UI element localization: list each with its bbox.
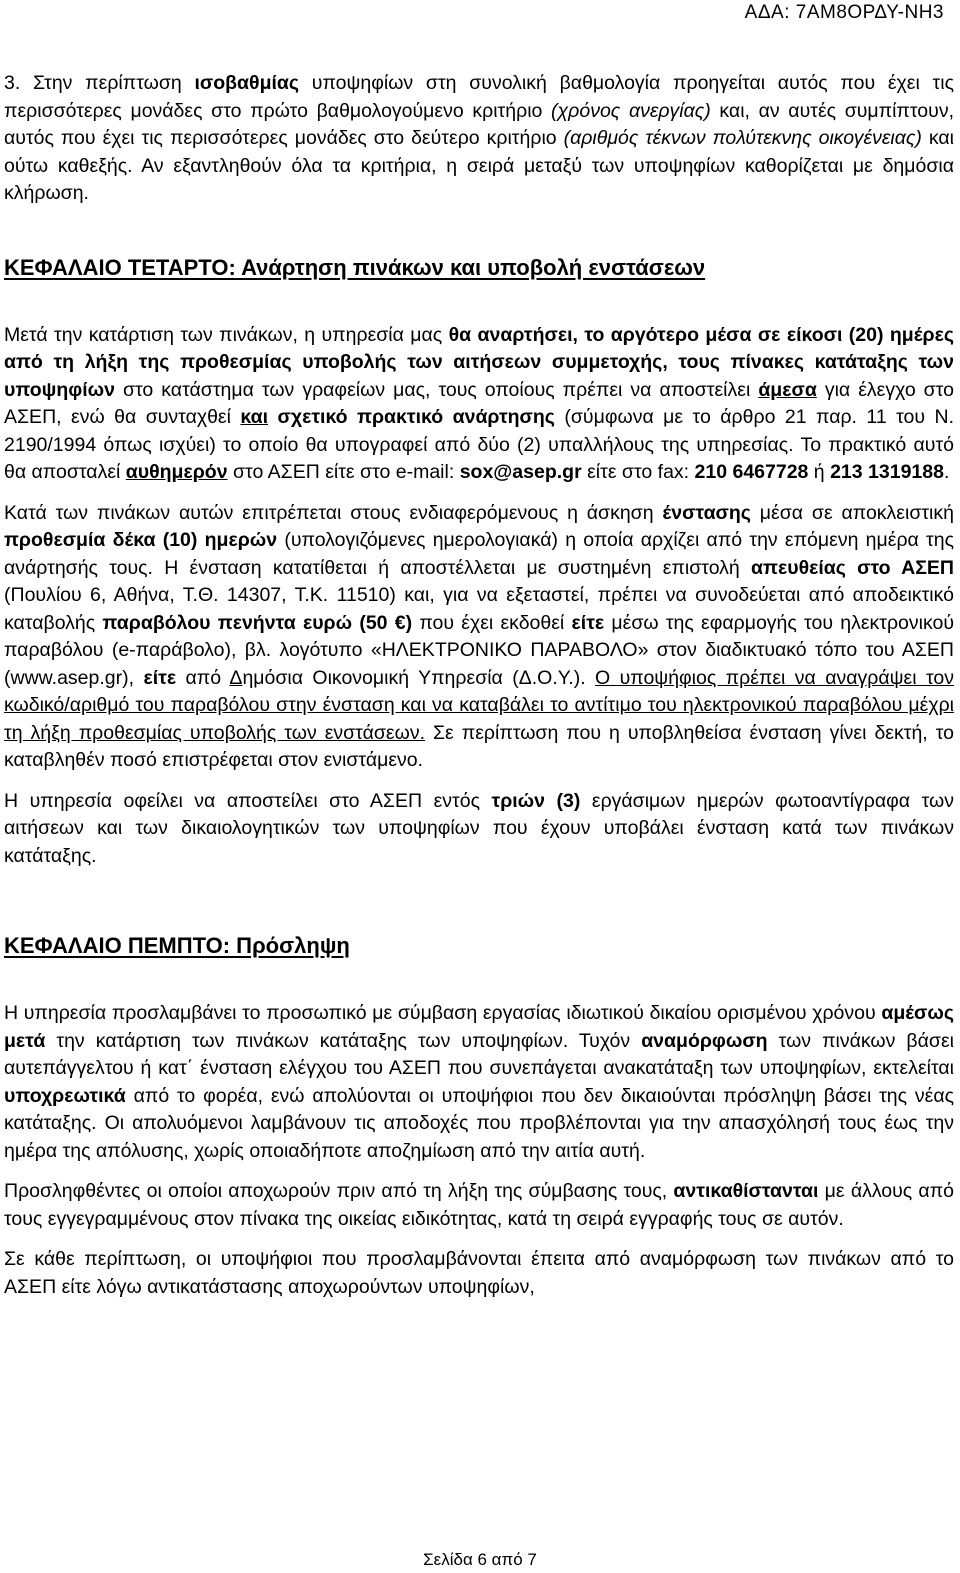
paragraph-in-any-case: Σε κάθε περίπτωση, οι υποψήφιοι που προσλαμβάνονται έπειτα από αναμόρφωση των πινάκων από το ΑΣΕΠ είτε λόγω αντικατάστασης αποχωρούντων υποψηφίων, [4,1248,954,1298]
chapter-five-heading: ΚΕΦΑΛΑΙΟ ΠΕΜΠΤΟ: Πρόσληψη [4,933,350,958]
paragraph-tiebreak: 3. Στην περίπτωση ισοβαθμίας υποψηφίων στη συνολική βαθμολογία προηγείται αυτός που έχει τις περισσότερες μονάδες στο πρώτο βαθμολογούμενο κριτήριο (χρόνος ανεργίας) και, αν αυτές συμπίπτουν, αυτός που έχει τις περισσότερες μονάδες στο δεύτερο κριτήριο (αριθμός τέκνων πολύτεκνης οικογένειας) και ούτω καθεξής. Αν εξαντληθούν όλα τα κριτήρια, η σειρά μεταξύ των υποψηφίων καθορίζεται με δημόσια κλήρωση. [4,72,954,204]
paragraph-replacement: Προσληφθέντες οι οποίοι αποχωρούν πριν από τη λήξη της σύμβασης τους, αντικαθίστανται με άλλους από τους εγγεγραμμένους στον πίνακα της οικείας ειδικότητας, κατά τη σειρά εγγραφής τους σε αυτόν. [4,1180,954,1230]
paragraph-hiring: Η υπηρεσία προσλαμβάνει το προσωπικό με σύμβαση εργασίας ιδιωτικού δικαίου ορισμένου χρόνου αμέσως μετά την κατάρτιση των πινάκων κατάταξης των υποψηφίων. Τυχόν αναμόρφωση των πινάκων βάσει αυτεπάγγελτου ή κατ΄ ένσταση ελέγχου του ΑΣΕΠ που συνεπάγεται ανακατάταξη των υποψηφίων, εκτελείται υποχρεωτικά από το φορέα, ενώ απολύονται οι υποψήφιοι που δεν δικαιούνται πρόσληψη βάσει της νέας κατάταξης. Οι απολυόμενοι λαμβάνουν τις αποδοχές που προβλέπονται για την απασχόλησή τους έως την ημέρα της απόλυσης, χωρίς οποιαδήποτε αποζημίωση από την αιτία αυτή. [4,1002,954,1162]
document-body [4,70,954,1301]
paragraph-objections: Κατά των πινάκων αυτών επιτρέπεται στους ενδιαφερόμενους η άσκηση ένστασης μέσα σε αποκλειστική προθεσμία δέκα (10) ημερών (υπολογιζόμενες ημερολογιακά) η οποία αρχίζει από την επόμενη ημέρα της ανάρτησής τους. Η ένσταση κατατίθεται ή αποστέλλεται με συστημένη επιστολή απευθείας στο ΑΣΕΠ (Πουλίου 6, Αθήνα, Τ.Θ. 14307, Τ.Κ. 11510) και, για να εξεταστεί, πρέπει να συνοδεύεται από αποδεικτικό καταβολής παραβόλου πενήντα ευρώ (50 €) που έχει εκδοθεί είτε μέσω της εφαρμογής του ηλεκτρονικού παραβόλου (e-παράβολο), βλ. λογότυπο «ΗΛΕΚΤΡΟΝΙΚΟ ΠΑΡΑΒΟΛΟ» στον διαδικτυακό τόπο του ΑΣΕΠ (www.asep.gr), είτε από Δημόσια Οικονομική Υπηρεσία (Δ.Ο.Υ.). Ο υποψήφιος πρέπει να αναγράψει τον κωδικό/αριθμό του παραβόλου στην ένσταση και να καταβάλει το αντίτιμο του ηλεκτρονικού παραβόλου μέχρι τη λήξη προθεσμίας υποβολής των ενστάσεων. Σε περίπτωση που η υποβληθείσα ένσταση γίνει δεκτή, το καταβληθέν ποσό επιστρέφεται στον ενιστάμενο. [4,501,955,771]
ada-code: ΑΔΑ: 7ΑΜ8ΟΡΔΥ-ΝΗ3 [744,2,944,23]
chapter-four-heading: ΚΕΦΑΛΑΙΟ ΤΕΤΑΡΤΟ: Ανάρτηση πινάκων και υποβολή ενστάσεων [4,254,706,280]
paragraph-service-obligation: Η υπηρεσία οφείλει να αποστείλει στο ΑΣΕΠ εντός τριών (3) εργάσιμων ημερών φωτοαντίγραφα των αιτήσεων και των δικαιολογητικών των υποψηφίων που έχουν υποβάλει ένσταση κατά των πινάκων κατάταξης. [4,789,954,867]
page-number: Σελίδα 6 από 7 [423,1550,537,1569]
paragraph-posting-tables: Μετά την κατάρτιση των πινάκων, η υπηρεσία μας θα αναρτήσει, το αργότερο μέσα σε είκοσι (20) ημέρες από τη λήξη της προθεσμίας υποβολής των αιτήσεων συμμετοχής, τους πίνακες κατάταξης των υποψηφίων στο κατάστημα των γραφείων μας, τους οποίους πρέπει να αποστείλει άμεσα για έλεγχο στο ΑΣΕΠ, ενώ θα συνταχθεί και σχετικό πρακτικό ανάρτησης (σύμφωνα με το άρθρο 21 παρ. 11 του Ν. 2190/1994 όπως ισχύει) το οποίο θα υπογραφεί από δύο (2) υπαλλήλους της υπηρεσίας. Το πρακτικό αυτό θα αποσταλεί αυθημερόν στο ΑΣΕΠ είτε στο e-mail: sox@asep.gr είτε στο fax: 210 6467728 ή 213 1319188. [4,323,955,483]
